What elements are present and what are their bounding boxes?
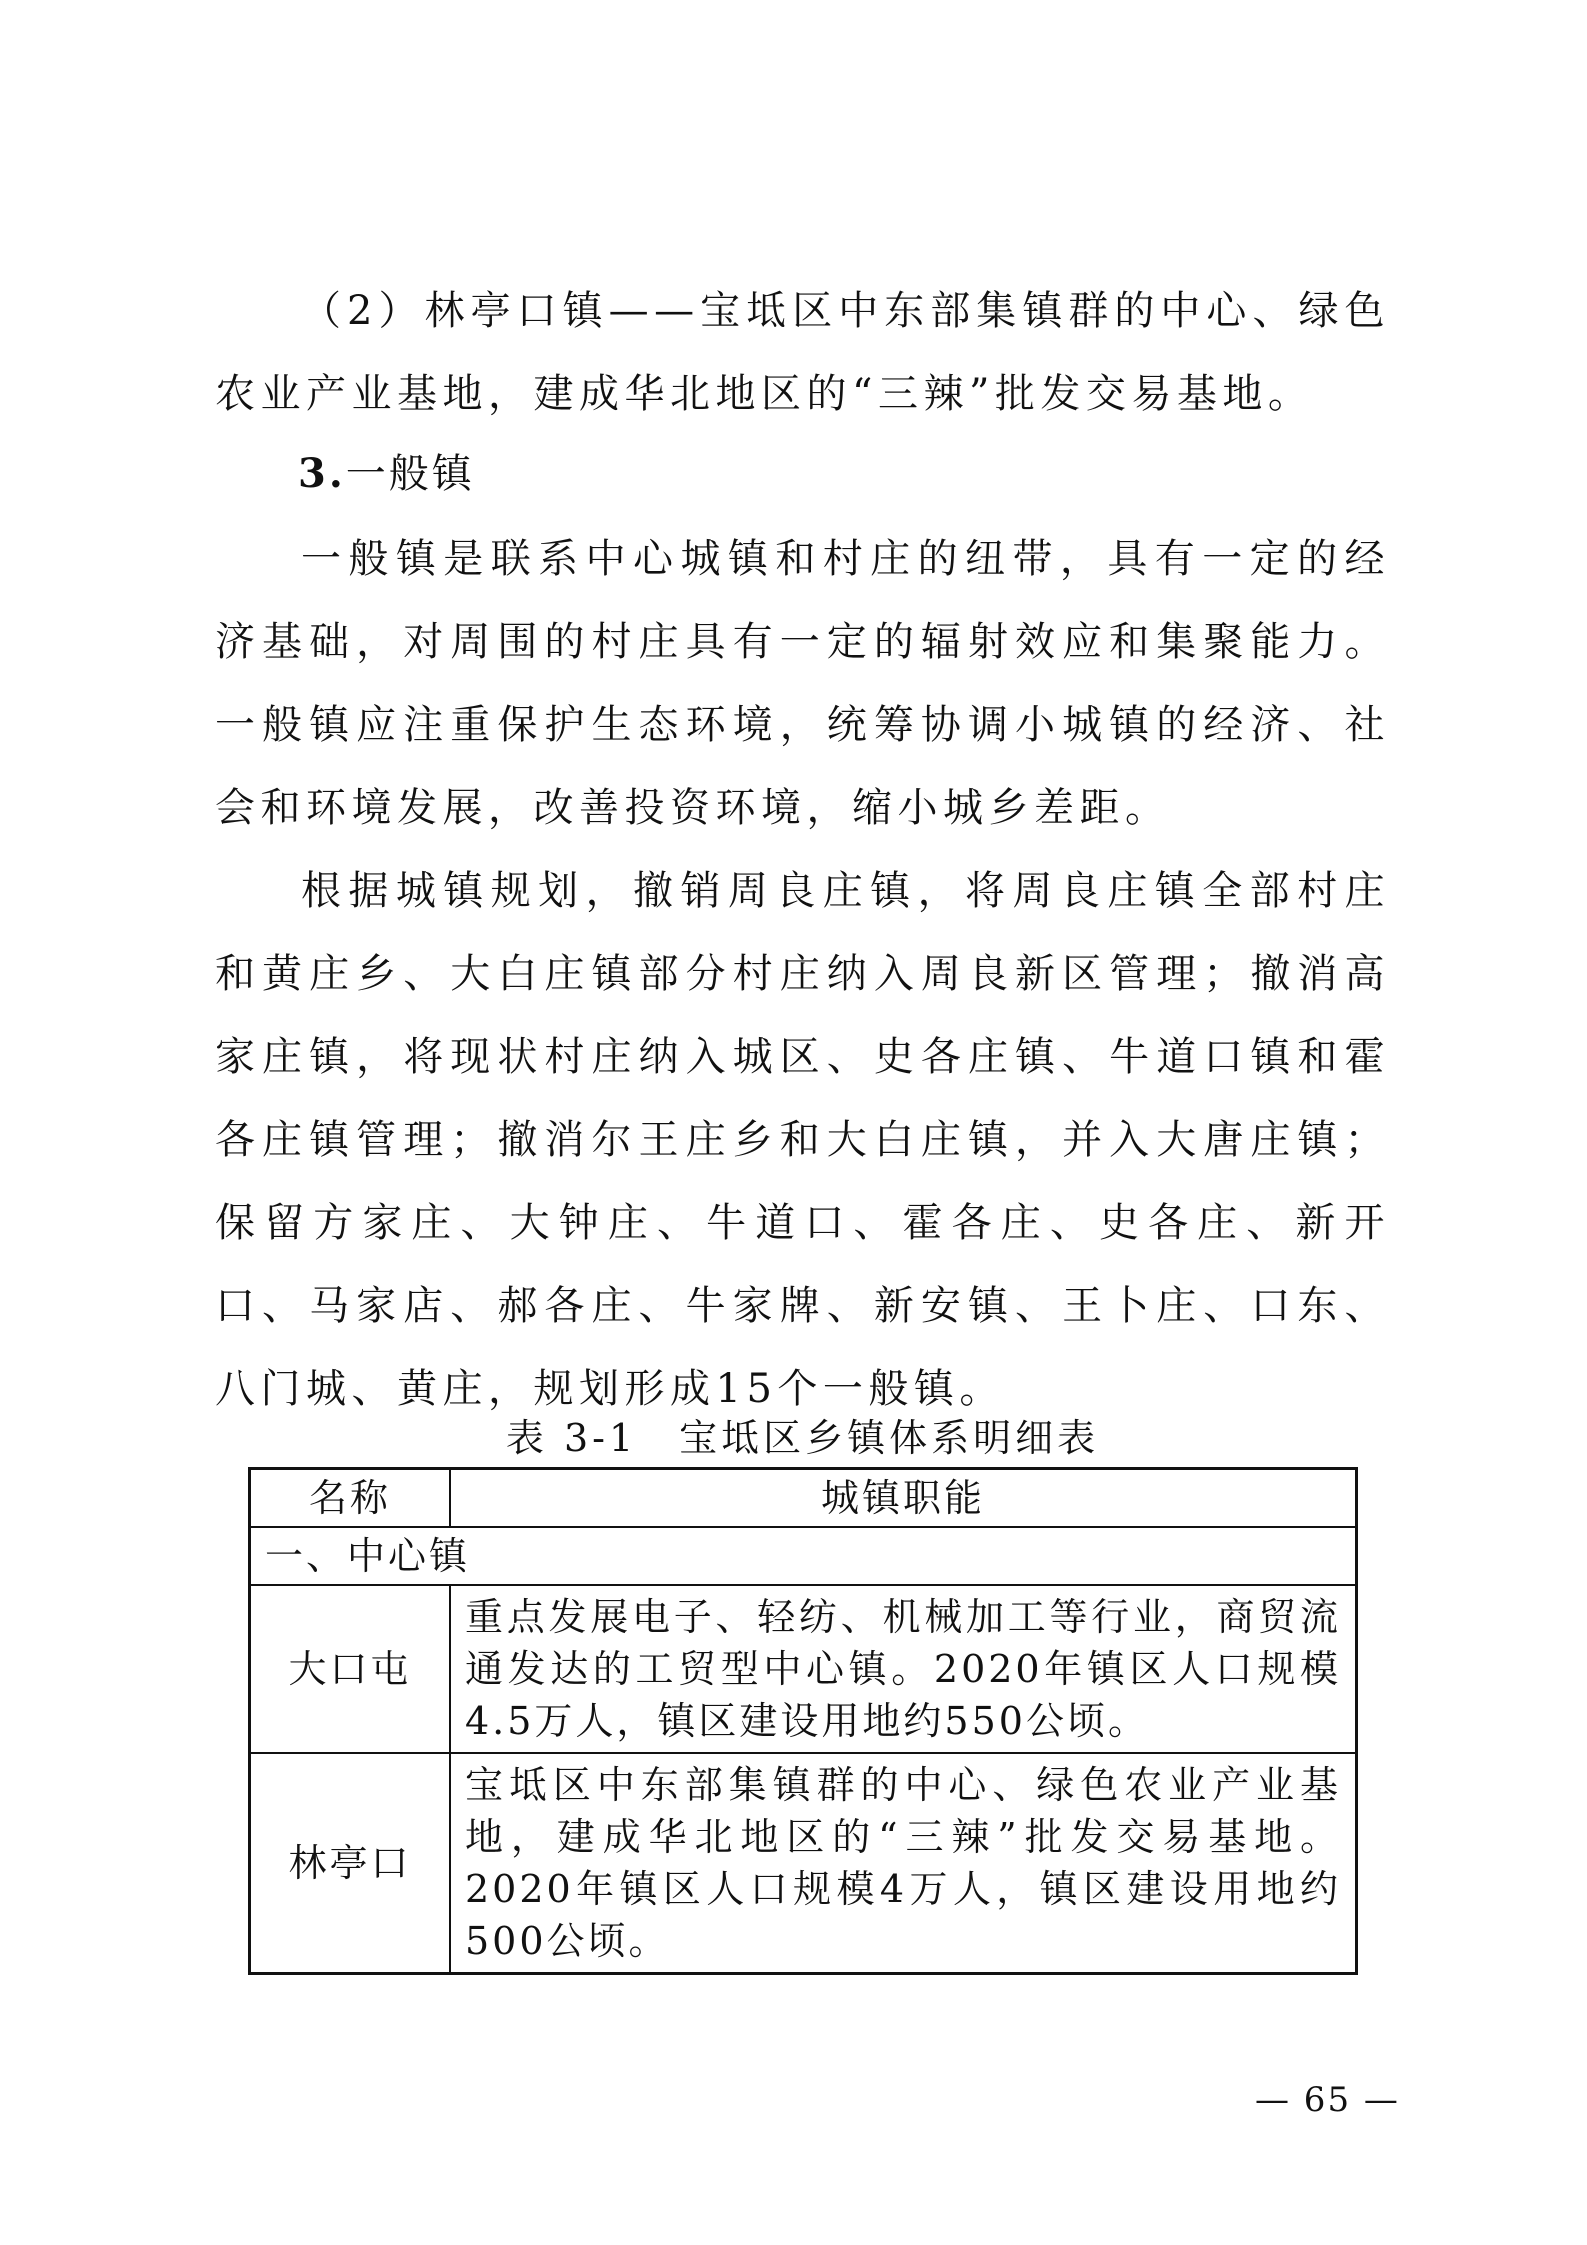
paragraph-town-planning: 根据城镇规划，撤销周良庄镇，将周良庄镇全部村庄和黄庄乡、大白庄镇部分村庄纳入周良新区管理；撤消高家庄镇，将现状村庄纳入城区、史各庄镇、牛道口镇和霍各庄镇管理；撤消尔王庄乡和大白庄镇，并入大唐庄镇；保留方家庄、大钟庄、牛道口、霍各庄、史各庄、新开口、马家店、郝各庄、牛家牌、新安镇、王卜庄、口东、八门城、黄庄，规划形成15个一般镇。	[215, 868, 1390, 1412]
town-name: 林亭口	[250, 1753, 451, 1973]
paragraph-general-town: 一般镇是联系中心城镇和村庄的纽带，具有一定的经济基础，对周围的村庄具有一定的辐射效应和集聚能力。一般镇应注重保护生态环境，统筹协调小城镇的经济、社会和环境发展，改善投资环境，缩小城乡差距。	[215, 536, 1390, 831]
paragraph-linting-kou: （2）林亭口镇——宝坻区中东部集镇群的中心、绿色农业产业基地，建成华北地区的“三辣”批发交易基地。	[215, 288, 1390, 417]
table-row	[250, 1753, 1357, 1973]
table-caption: 表 3-1 宝坻区乡镇体系明细表	[505, 1416, 1100, 1460]
section-heading	[298, 432, 475, 516]
table-row	[250, 1585, 1357, 1753]
section-number: 3.	[298, 450, 346, 497]
town-function: 宝坻区中东部集镇群的中心、绿色农业产业基地，建成华北地区的“三辣”批发交易基地。2020年镇区人口规模4万人，镇区建设用地约500公顷。	[450, 1753, 1357, 1973]
category-central-town: 一、中心镇	[250, 1527, 1357, 1585]
town-name: 大口屯	[250, 1585, 451, 1753]
header-function: 城镇职能	[450, 1469, 1357, 1528]
table-category-row	[250, 1527, 1357, 1585]
township-system-table	[248, 1467, 1358, 1975]
town-function: 重点发展电子、轻纺、机械加工等行业，商贸流通发达的工贸型中心镇。2020年镇区人口规模4.5万人，镇区建设用地约550公顷。	[450, 1585, 1357, 1753]
section-title: 一般镇	[345, 451, 475, 497]
table-header-row	[250, 1469, 1357, 1528]
header-name: 名称	[250, 1469, 451, 1528]
page-number: — 65 —	[1255, 2080, 1400, 2120]
